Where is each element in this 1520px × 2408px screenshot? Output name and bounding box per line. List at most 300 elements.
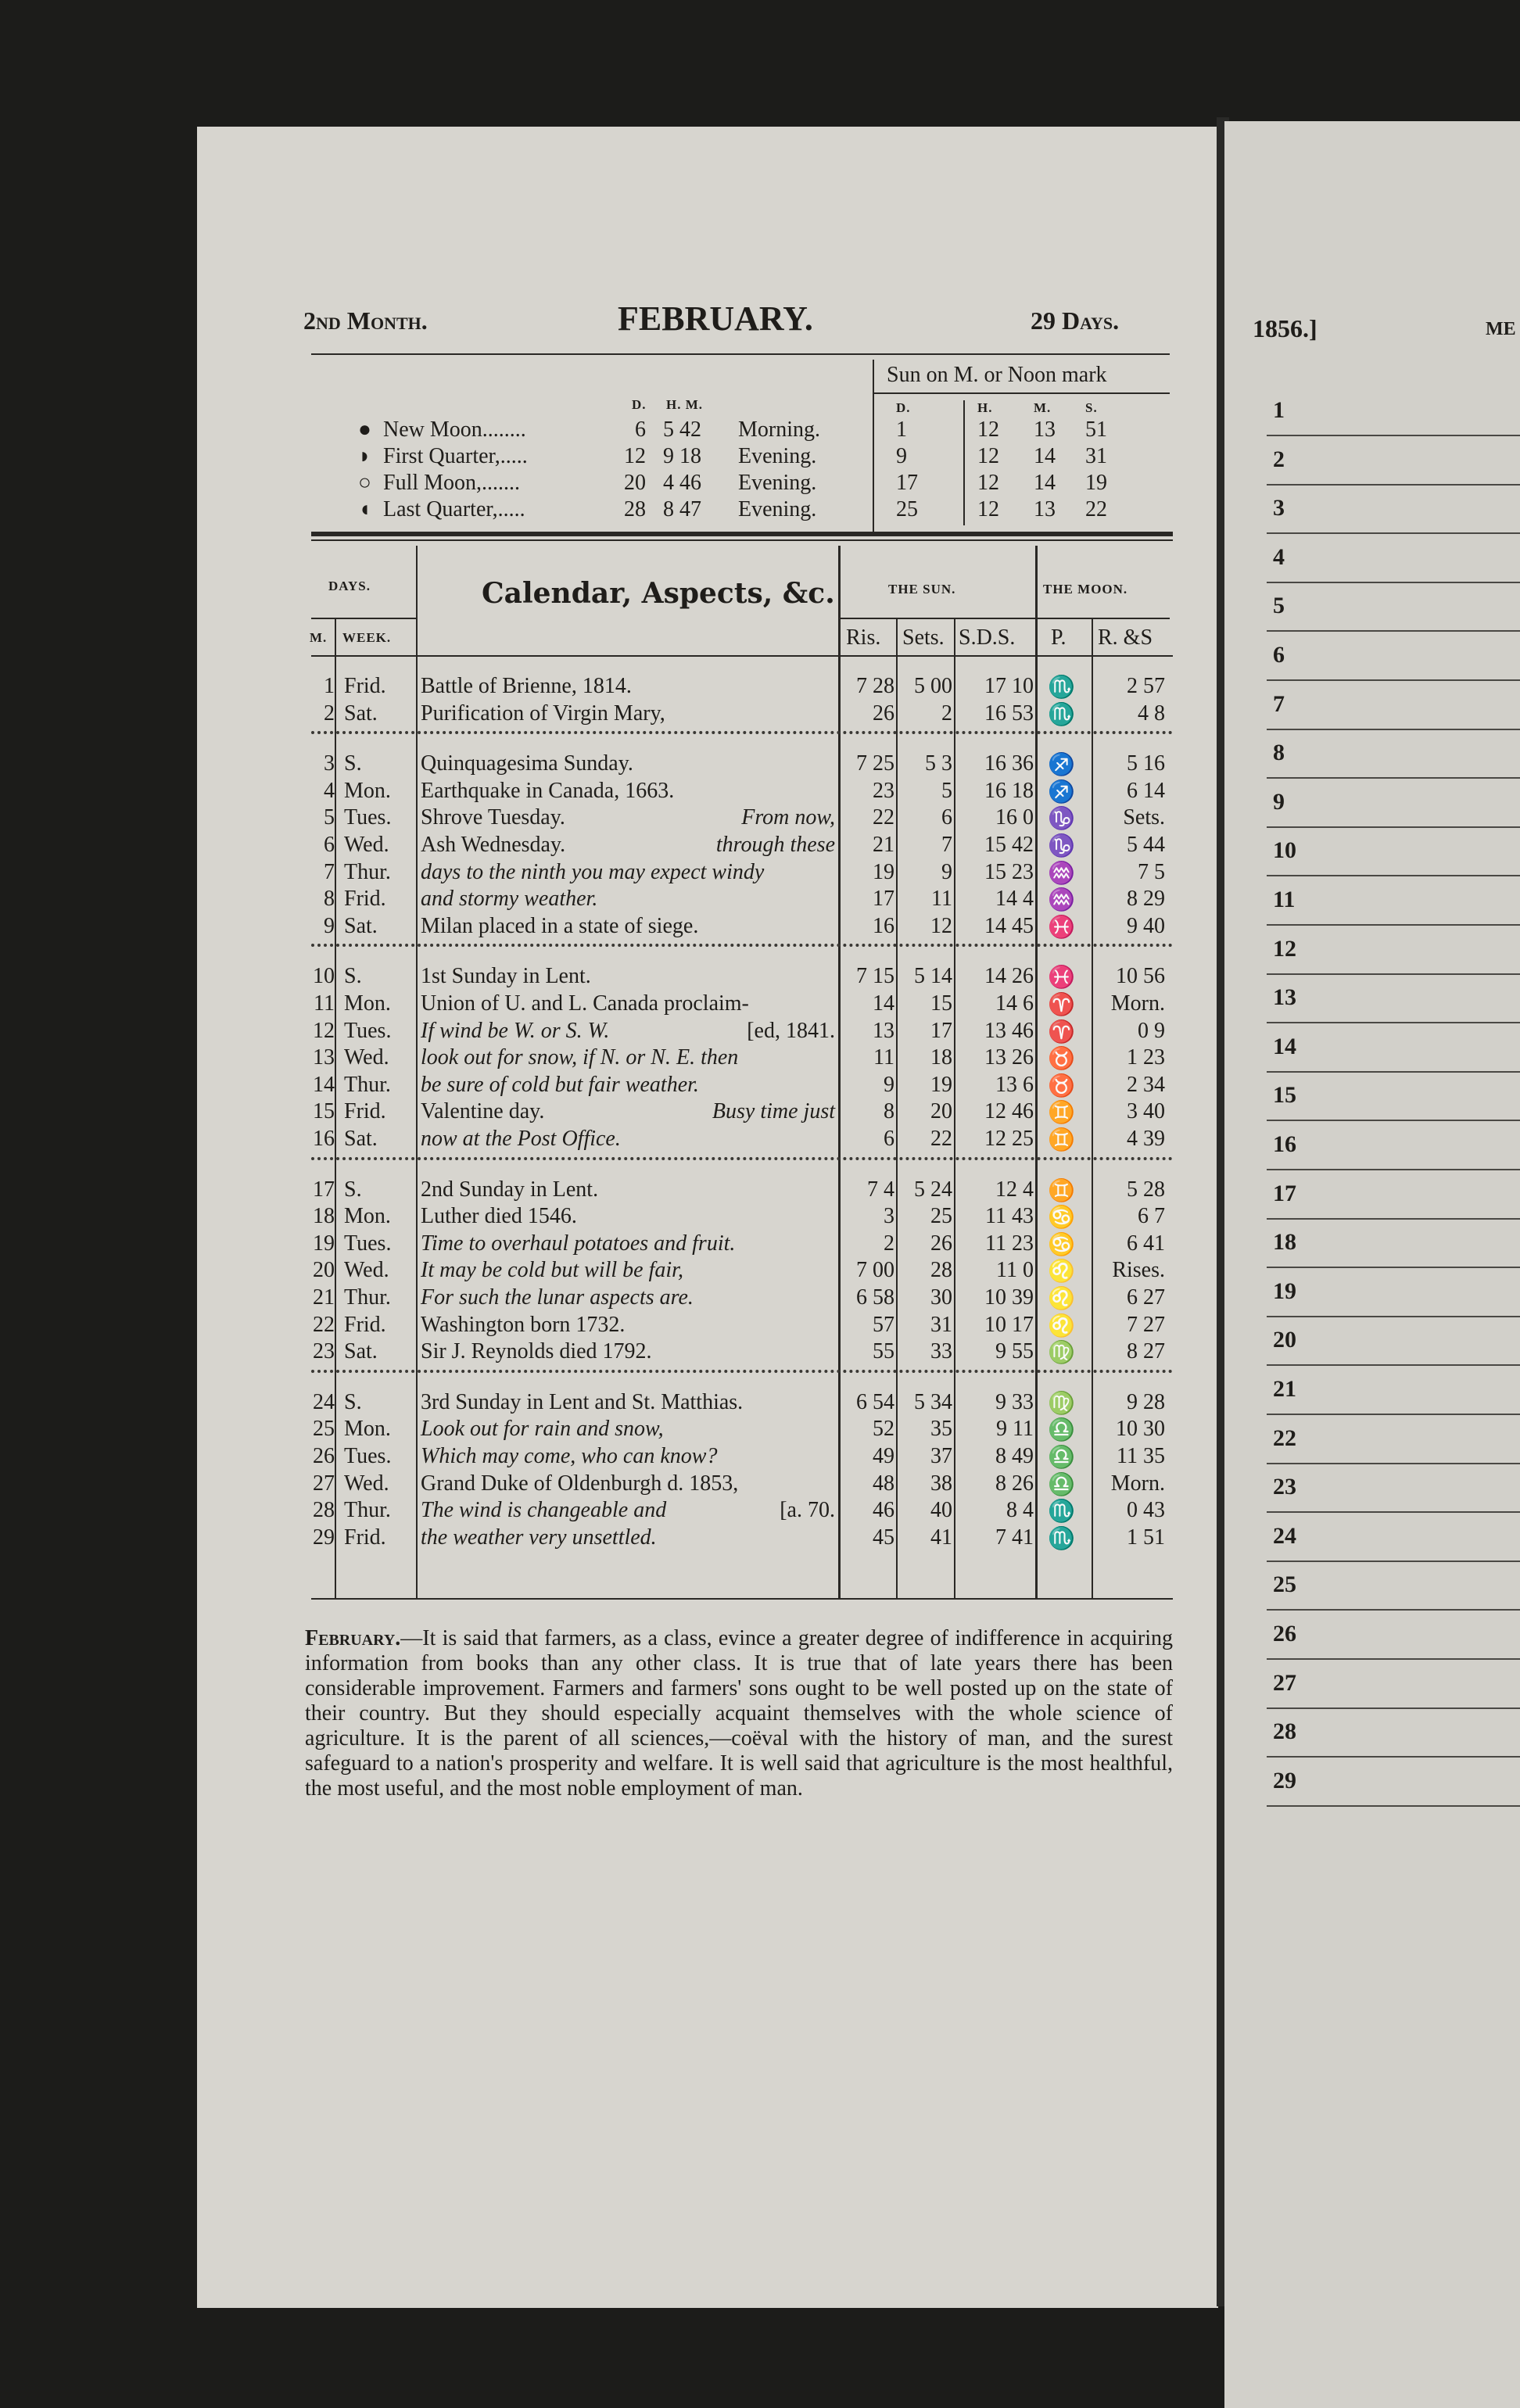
section-rule-thick [311,532,1173,536]
facing-row-rule [1267,1658,1520,1660]
sun-set: 15 [930,991,952,1016]
moon-rise-set: 8 27 [1127,1339,1165,1364]
sun-declination: 7 41 [995,1525,1034,1550]
moon-rise-set: Sets. [1123,805,1165,830]
calendar-entry: Purification of Virgin Mary, [421,701,665,726]
day-of-month: 23 [313,1339,335,1364]
calendar-entry: The wind is changeable and [421,1498,667,1523]
sun-set: 5 00 [914,674,952,698]
facing-day-number: 2 [1273,446,1285,472]
day-of-month: 20 [313,1258,335,1283]
day-of-month: 7 [324,859,335,884]
sun-set: 5 14 [914,964,952,989]
moon-sign: ♉ [1048,1073,1075,1098]
facing-day-number: 24 [1273,1522,1296,1549]
facing-day-number: 5 [1273,593,1285,619]
day-of-month: 12 [313,1018,335,1043]
moon-sign: ♋ [1048,1232,1075,1257]
new-moon-icon: ● [358,417,371,442]
sun-set: 19 [930,1072,952,1097]
noon-cell: 12 [977,471,999,495]
noon-cell: 22 [1085,497,1107,521]
facing-day-number: 27 [1273,1669,1296,1696]
moon-rise-set: 5 16 [1127,751,1165,776]
moon-rise-set: 9 40 [1127,913,1165,938]
day-of-week: Frid. [344,1099,386,1124]
day-of-week: Thur. [344,859,391,884]
sun-rise: 13 [873,1018,894,1043]
day-of-month: 10 [313,964,335,989]
noon-col-head: S. [1085,400,1098,415]
day-of-week: Thur. [344,1072,391,1097]
sun-label: THE SUN. [888,582,956,597]
day-of-week: Mon. [344,1417,391,1442]
moon-sign: ♊ [1048,1101,1075,1126]
noon-cell: 14 [1034,471,1056,495]
sun-set: 7 [941,833,952,857]
facing-day-number: 6 [1273,642,1285,668]
first-quarter-icon: ◗ [358,444,371,468]
sun-rise: 6 54 [856,1389,894,1414]
calendar-entry: and stormy weather. [421,887,598,912]
calendar-entry: now at the Post Office. [421,1127,621,1151]
facing-row-rule [1267,729,1520,730]
moon-sign: ♏ [1048,1500,1075,1525]
sun-declination: 8 4 [1006,1498,1034,1523]
moon-sign: ♎ [1048,1418,1075,1443]
sun-rise: 7 00 [856,1258,894,1283]
sun-declination: 13 26 [984,1045,1034,1070]
february-note [305,1626,1173,1801]
facing-day-number: 10 [1273,837,1296,864]
calendar-entry: be sure of cold but fair weather. [421,1072,699,1097]
sun-declination: 11 23 [985,1231,1034,1256]
phase-when: Evening. [738,471,817,495]
sun-moon-rule [838,618,1170,619]
moon-sign: ♋ [1048,1206,1075,1231]
day-of-month: 1 [324,674,335,698]
noon-cell: 19 [1085,471,1107,495]
sun-set: 6 [941,805,952,830]
day-of-week: Sat. [344,1339,378,1364]
sun-declination: 13 46 [984,1018,1034,1043]
facing-row-rule [1267,1022,1520,1023]
calendar-entry: If wind be W. or S. W. [421,1018,610,1043]
moon-rise-set: 10 56 [1116,964,1165,989]
noon-col-head: M. [1034,400,1052,415]
calendar-entry: 3rd Sunday in Lent and St. Matthias. [421,1389,744,1414]
sun-declination: 16 36 [984,751,1034,776]
day-of-month: 9 [324,913,335,938]
day-of-week: S. [344,964,362,989]
facing-row-rule [1267,1707,1520,1709]
moon-rise-set: Morn. [1110,991,1165,1016]
week-separator [311,1370,1173,1373]
facing-day-number: 25 [1273,1571,1296,1598]
day-of-week: Tues. [344,1231,392,1256]
day-of-month: 6 [324,833,335,857]
calendar-entry: Shrove Tuesday. [421,805,565,830]
noon-cell: 9 [896,444,907,468]
sun-rise: 8 [884,1099,894,1124]
sun-rise: 22 [873,805,894,830]
phase-day: 6 [635,417,646,442]
sun-set: 38 [930,1471,952,1496]
day-of-month: 15 [313,1099,335,1124]
moon-rise-set: Morn. [1110,1471,1165,1496]
sun-declination: 14 26 [984,964,1034,989]
moon-label: THE MOON. [1043,582,1128,597]
sun-set: 9 [941,859,952,884]
day-of-month: 16 [313,1127,335,1151]
day-of-month: 21 [313,1285,335,1310]
sun-set: 5 3 [925,751,952,776]
calendar-entry: Valentine day. [421,1099,545,1124]
facing-day-number: 11 [1273,887,1296,912]
calendar-entry-right: From now, [741,805,835,830]
phase-day: 20 [624,471,646,495]
sun-rise: 3 [884,1204,894,1229]
calendar-entry: look out for snow, if N. or N. E. then [421,1045,739,1070]
facing-row-rule [1267,435,1520,436]
day-of-week: S. [344,1177,362,1202]
sun-rise: 9 [884,1072,894,1097]
calendar-entry: Ash Wednesday. [421,833,566,857]
day-of-month: 28 [313,1498,335,1523]
facing-row-rule [1267,630,1520,632]
sun-set: 37 [930,1444,952,1468]
sun-rise: 7 4 [867,1177,894,1202]
sun-rise: 52 [873,1417,894,1442]
sun-declination: 8 26 [995,1471,1034,1496]
facing-row-rule [1267,679,1520,681]
sun-declination: 14 6 [995,991,1034,1016]
sun-rise: 17 [873,887,894,912]
facing-row-rule [1267,826,1520,828]
sun-declination: 10 17 [984,1312,1034,1337]
day-of-week: Frid. [344,1525,386,1550]
day-of-month: 11 [314,991,335,1016]
calendar-entry: Sir J. Reynolds died 1792. [421,1339,652,1364]
day-of-month: 14 [313,1072,335,1097]
noon-inner-divider [963,400,965,525]
days-label: DAYS. [328,579,371,593]
facing-day-number: 13 [1273,984,1296,1011]
facing-day-number: 26 [1273,1621,1296,1647]
calendar-entry: Milan placed in a state of siege. [421,913,699,938]
section-rule-thin [311,539,1173,541]
day-of-month: 13 [313,1045,335,1070]
sun-set: 33 [930,1339,952,1364]
moon-rise-set: Rises. [1112,1258,1165,1283]
facing-row-rule [1267,777,1520,779]
day-of-week: Wed. [344,1258,389,1283]
day-of-month: 5 [324,805,335,830]
sun-rise: 55 [873,1339,894,1364]
day-of-month: 29 [313,1525,335,1550]
day-of-month: 4 [324,778,335,803]
calendar-entry: Time to overhaul potatoes and fruit. [421,1231,736,1256]
days-count: 29 Days. [1031,306,1120,335]
calendar-entry-right: [ed, 1841. [747,1018,835,1043]
day-of-week: Frid. [344,1312,386,1337]
noon-title: Sun on M. or Noon mark [887,363,1107,387]
sun-declination: 12 46 [984,1099,1034,1124]
day-of-month: 2 [324,701,335,726]
moon-rise-set: 6 41 [1127,1231,1165,1256]
moon-sign: ♊ [1048,1128,1075,1152]
sun-set: 12 [930,913,952,938]
moon-rise-set: 1 51 [1127,1525,1165,1550]
col-sets: Sets. [902,625,945,650]
facing-day-number: 1 [1273,397,1285,423]
noon-cell: 25 [896,497,918,521]
sun-set: 22 [930,1127,952,1151]
sun-declination: 14 4 [995,887,1034,912]
facing-day-number: 29 [1273,1767,1296,1793]
year-label: 1856.] [1253,314,1317,342]
facing-row-rule [1267,875,1520,876]
moon-rise-set: 7 5 [1138,859,1165,884]
moon-rise-set: 0 9 [1138,1018,1165,1043]
sun-declination: 16 53 [984,701,1034,726]
sun-rise: 6 58 [856,1285,894,1310]
sun-rise: 7 28 [856,674,894,698]
calendar-entry: the weather very unsettled. [421,1525,657,1550]
phase-day: 12 [624,444,646,468]
sun-set: 31 [930,1312,952,1337]
day-of-week: S. [344,1389,362,1414]
noon-cell: 1 [896,417,907,442]
phase-time: 4 46 [663,471,701,495]
day-of-week: Mon. [344,1204,391,1229]
calendar-title: Calendar, Aspects, &c. [482,577,835,610]
calendar-entry: Washington born 1732. [421,1312,626,1337]
phase-time: 8 47 [663,497,701,521]
col-p: P. [1051,625,1067,650]
week-separator [311,731,1173,734]
phase-col-hm: H. M. [666,397,704,412]
week-separator [311,1157,1173,1160]
calendar-entry-right: [a. 70. [780,1498,835,1523]
calendar-entry-right: through these [715,833,835,857]
facing-day-number: 7 [1273,690,1285,717]
phase-time: 9 18 [663,444,701,468]
noon-title-rule [874,392,1170,394]
facing-row-rule [1267,1805,1520,1807]
sun-set: 2 [941,701,952,726]
sun-set: 35 [930,1417,952,1442]
moon-sign: ♏ [1048,702,1075,727]
facing-day-number: 16 [1273,1131,1296,1157]
sun-declination: 17 10 [984,674,1034,698]
day-of-week: Frid. [344,887,386,912]
day-of-week: S. [344,751,362,776]
sun-rise: 21 [873,833,894,857]
sun-set: 30 [930,1285,952,1310]
moon-rise-set: 3 40 [1127,1099,1165,1124]
facing-row-rule [1267,1316,1520,1317]
noon-cell: 31 [1085,444,1107,468]
day-of-week: Wed. [344,1045,389,1070]
sun-rise: 48 [873,1471,894,1496]
sun-declination: 13 6 [995,1072,1034,1097]
calendar-entry: Grand Duke of Oldenburgh d. 1853, [421,1471,739,1496]
sun-set: 5 24 [914,1177,952,1202]
sun-declination: 12 25 [984,1127,1034,1151]
phase-when: Morning. [738,417,820,442]
calendar-entry: Look out for rain and snow, [421,1417,664,1442]
moon-rise-set: 5 28 [1127,1177,1165,1202]
moon-sign: ♌ [1048,1260,1075,1285]
phase-day: 28 [624,497,646,521]
phase-time: 5 42 [663,417,701,442]
phase-label: Full Moon,....... [383,471,521,495]
sun-rise: 7 15 [856,964,894,989]
sun-set: 26 [930,1231,952,1256]
header-rule [311,353,1170,355]
moon-rise-set: 0 43 [1127,1498,1165,1523]
facing-day-number: 22 [1273,1424,1296,1451]
moon-sign: ♒ [1048,888,1075,913]
moon-sign: ♐ [1048,753,1075,778]
facing-day-number: 19 [1273,1277,1296,1304]
moon-rise-set: 10 30 [1116,1417,1165,1442]
facing-row-rule [1267,1120,1520,1121]
noon-cell: 14 [1034,444,1056,468]
sun-rise: 2 [884,1231,894,1256]
day-of-week: Sat. [344,701,378,726]
sun-rise: 11 [873,1045,894,1070]
col-ris: Ris. [846,625,881,650]
phase-when: Evening. [738,444,817,468]
moon-rise-set: 4 39 [1127,1127,1165,1151]
sun-rise: 23 [873,778,894,803]
facing-row-rule [1267,973,1520,975]
sun-rise: 45 [873,1525,894,1550]
facing-day-number: 18 [1273,1229,1296,1256]
sun-set: 5 [941,778,952,803]
sun-set: 25 [930,1204,952,1229]
moon-sign: ♑ [1048,807,1075,832]
sun-rise: 6 [884,1127,894,1151]
sun-rise: 19 [873,859,894,884]
day-of-month: 27 [313,1471,335,1496]
noon-cell: 51 [1085,417,1107,442]
sun-rise: 49 [873,1444,894,1468]
calendar-entry: days to the ninth you may expect windy [421,859,765,884]
day-of-month: 19 [313,1231,335,1256]
sun-set: 11 [931,887,952,912]
phase-label: First Quarter,..... [383,444,528,468]
facing-row-rule [1267,1756,1520,1758]
noon-cell: 13 [1034,497,1056,521]
day-of-week: Tues. [344,805,392,830]
moon-sign: ♎ [1048,1472,1075,1497]
table-header-rule [311,655,1173,657]
day-of-month: 22 [313,1312,335,1337]
moon-sign: ♉ [1048,1047,1075,1072]
sun-rise: 57 [873,1312,894,1337]
vrule-m [335,618,336,1598]
moon-sign: ♏ [1048,675,1075,700]
moon-sign: ♐ [1048,779,1075,804]
noon-cell: 17 [896,471,918,495]
noon-cell: 12 [977,444,999,468]
day-of-month: 17 [313,1177,335,1202]
day-of-month: 24 [313,1389,335,1414]
week-label: WEEK. [342,630,392,645]
phase-when: Evening. [738,497,817,521]
sun-declination: 9 55 [995,1339,1034,1364]
day-of-month: 18 [313,1204,335,1229]
col-rs: R. &S [1098,625,1153,650]
moon-rise-set: 6 7 [1138,1204,1165,1229]
facing-row-rule [1267,1414,1520,1415]
calendar-entry: 2nd Sunday in Lent. [421,1177,599,1202]
note-lead: February. [305,1626,401,1650]
sun-declination: 10 39 [984,1285,1034,1310]
facing-row-rule [1267,1267,1520,1268]
month-number: 2nd Month. [303,306,428,335]
moon-sign: ♏ [1048,1526,1075,1551]
facing-row-rule [1267,1561,1520,1562]
calendar-entry: Battle of Brienne, 1814. [421,674,632,698]
table-bottom-rule [311,1598,1173,1600]
day-of-week: Tues. [344,1018,392,1043]
moon-sign: ♓ [1048,915,1075,940]
facing-day-number: 21 [1273,1376,1296,1402]
sun-declination: 15 42 [984,833,1034,857]
col-sds: S.D.S. [959,625,1016,650]
moon-sign: ♓ [1048,966,1075,991]
day-of-week: Tues. [344,1444,392,1468]
sun-declination: 8 49 [995,1444,1034,1468]
vrule-week [416,546,418,1598]
day-of-week: Frid. [344,674,386,698]
days-rule [311,618,418,619]
calendar-entry: Which may come, who can know? [421,1444,718,1468]
noon-cell: 13 [1034,417,1056,442]
month-title: FEBRUARY. [618,299,813,338]
facing-row-rule [1267,1511,1520,1513]
calendar-entry: It may be cold but will be fair, [421,1258,683,1283]
sun-rise: 14 [873,991,894,1016]
day-of-week: Wed. [344,1471,389,1496]
noon-cell: 12 [977,497,999,521]
sun-declination: 9 33 [995,1389,1034,1414]
moon-rise-set: 2 34 [1127,1072,1165,1097]
facing-day-number: 20 [1273,1327,1296,1353]
moon-sign: ♈ [1048,993,1075,1017]
moon-rise-set: 11 35 [1117,1444,1165,1468]
sun-declination: 15 23 [984,859,1034,884]
calendar-entry: 1st Sunday in Lent. [421,964,591,989]
moon-rise-set: 4 8 [1138,701,1165,726]
moon-rise-set: 9 28 [1127,1389,1165,1414]
moon-sign: ♑ [1048,834,1075,858]
facing-day-number: 8 [1273,740,1285,766]
moon-sign: ♍ [1048,1391,1075,1416]
moon-sign: ♊ [1048,1178,1075,1203]
sun-set: 17 [930,1018,952,1043]
sun-set: 18 [930,1045,952,1070]
day-of-month: 8 [324,887,335,912]
day-of-month: 26 [313,1444,335,1468]
facing-row-rule [1267,1071,1520,1073]
moon-sign: ♎ [1048,1446,1075,1470]
facing-day-number: 12 [1273,935,1296,962]
